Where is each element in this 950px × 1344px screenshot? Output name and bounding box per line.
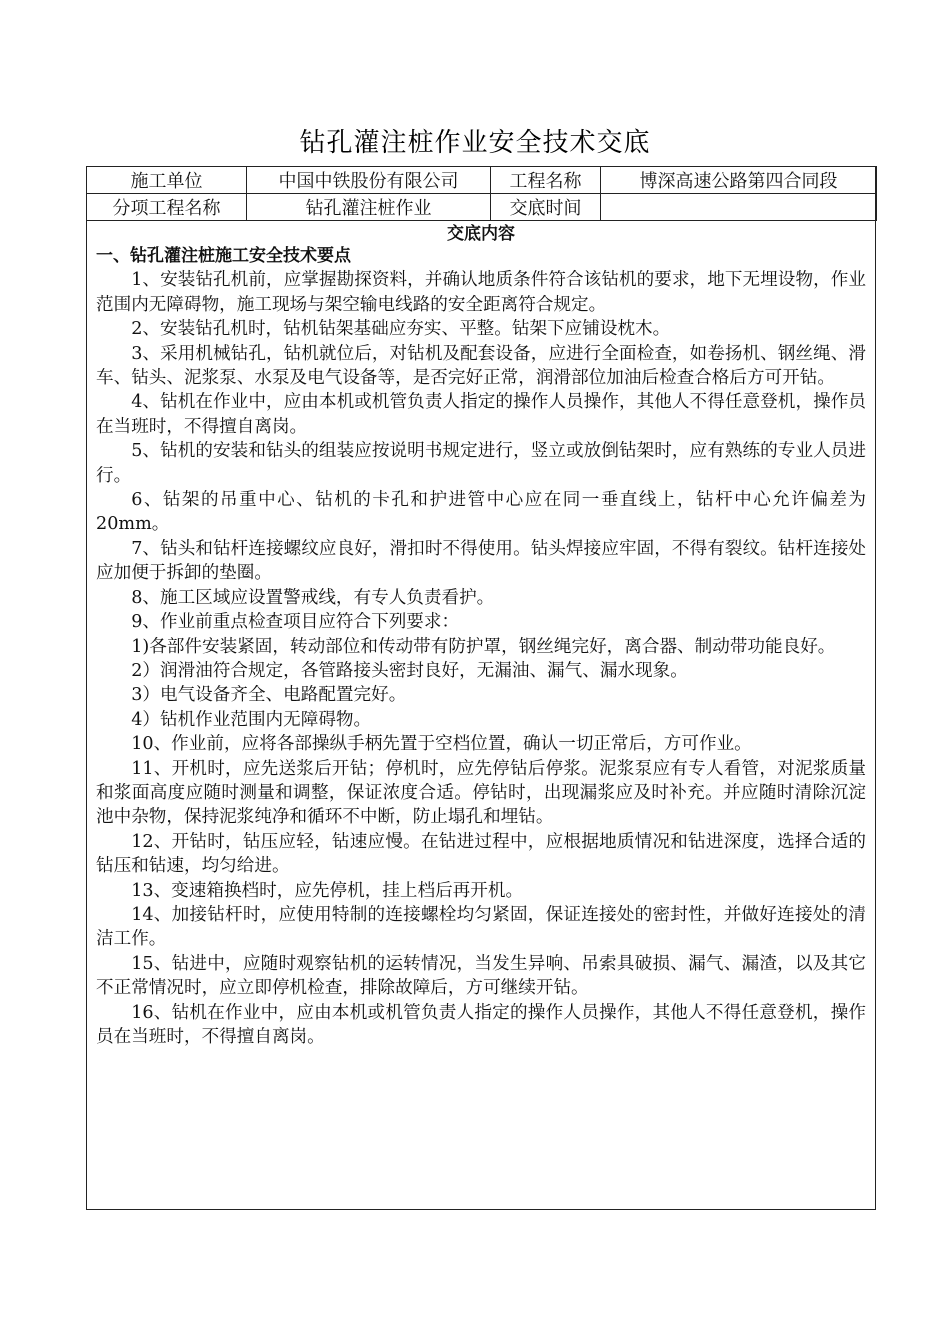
paragraph: 16、钻机在作业中，应由本机或机管负责人指定的操作人员操作，其他人不得任意登机，操作员在当班时，不得擅自离岗。 <box>96 1002 866 1047</box>
paragraph: 3、采用机械钻孔，钻机就位后，对钻机及配套设备，应进行全面检查，如卷扬机、钢丝绳、滑车、钻头、泥浆泵、水泵及电气设备等，是否完好正常，润滑部位加油后检查合格后方可开钻。 <box>96 343 866 389</box>
header-table <box>86 166 877 221</box>
paragraph: 2、安装钻孔机时，钻机钻架基础应夯实、平整。钻架下应铺设枕木。 <box>131 319 671 340</box>
project-name-value: 博深高速公路第四合同段 <box>601 167 877 194</box>
content-body <box>96 244 866 1049</box>
paragraph: 9、作业前重点检查项目应符合下列要求： <box>131 612 460 633</box>
paragraph: 6、钻架的吊重中心、钻机的卡孔和护进管中心应在同一垂直线上，钻杆中心允许偏差为20mm。 <box>96 490 866 535</box>
construction-unit-label: 施工单位 <box>87 167 247 194</box>
sub-project-label: 分项工程名称 <box>87 194 247 221</box>
paragraph: 13、变速箱换档时，应先停机，挂上档后再开机。 <box>131 880 524 901</box>
paragraph: 2）润滑油符合规定，各管路接头密封良好，无漏油、漏气、漏水现象。 <box>131 660 688 681</box>
section-title: 一、钻孔灌注桩施工安全技术要点 <box>96 246 351 266</box>
paragraph: 14、加接钻杆时，应使用特制的连接螺栓均匀紧固，保证连接处的密封性，并做好连接处的清洁工作。 <box>96 904 866 950</box>
paragraph: 1、安装钻孔机前，应掌握勘探资料，并确认地质条件符合该钻机的要求，地下无埋设物，作业范围内无障碍物，施工现场与架空输电线路的安全距离符合规定。 <box>96 270 866 315</box>
paragraph: 4、钻机在作业中，应由本机或机管负责人指定的操作人员操作，其他人不得任意登机，操作员在当班时，不得擅自离岗。 <box>96 392 866 437</box>
paragraph: 1)各部件安装紧固，转动部位和传动带有防护罩，钢丝绳完好，离合器、制动带功能良好。 <box>131 636 836 657</box>
header-row-2 <box>87 194 877 221</box>
paragraph: 5、钻机的安装和钻头的组装应按说明书规定进行，竖立或放倒钻架时，应有熟练的专业人员进行。 <box>96 441 866 486</box>
paragraph: 11、开机时，应先送浆后开钻；停机时，应先停钻后停浆。泥浆泵应有专人看管，对泥浆质量和浆面高度应随时测量和调整，保证浓度合适。停钻时，出现漏浆应及时补充。并应随时清除沉淀池中杂物，保持泥浆纯净和循环不中断，防止塌孔和埋钻。 <box>96 758 866 828</box>
paragraph: 10、作业前，应将各部操纵手柄先置于空档位置，确认一切正常后，方可作业。 <box>131 734 752 755</box>
paragraph: 3）电气设备齐全、电路配置完好。 <box>131 685 407 706</box>
construction-unit-value: 中国中铁股份有限公司 <box>247 167 491 194</box>
page-title: 钻孔灌注桩作业安全技术交底 <box>299 128 651 158</box>
paragraph: 8、施工区域应设置警戒线，有专人负责看护。 <box>131 587 495 608</box>
paragraph: 12、开钻时，钻压应轻，钻速应慢。在钻进过程中，应根据地质情况和钻进深度，选择合适的钻压和钻速，均匀给进。 <box>96 831 866 877</box>
sub-project-value: 钻孔灌注桩作业 <box>247 194 491 221</box>
header-row-1 <box>87 167 877 194</box>
disclosure-time-label: 交底时间 <box>491 194 601 221</box>
project-name-label: 工程名称 <box>491 167 601 194</box>
paragraph: 15、钻进中，应随时观察钻机的运转情况，当发生异响、吊索具破损、漏气、漏渣，以及其它不正常情况时，应立即停机检查，排除故障后，方可继续开钻。 <box>96 953 866 999</box>
content-heading: 交底内容 <box>447 224 515 244</box>
paragraph: 4）钻机作业范围内无障碍物。 <box>131 709 372 730</box>
paragraph: 7、钻头和钻杆连接螺纹应良好，滑扣时不得使用。钻头焊接应牢固，不得有裂纹。钻杆连接处应加便于拆卸的垫圈。 <box>96 538 866 584</box>
disclosure-time-value <box>601 194 877 221</box>
